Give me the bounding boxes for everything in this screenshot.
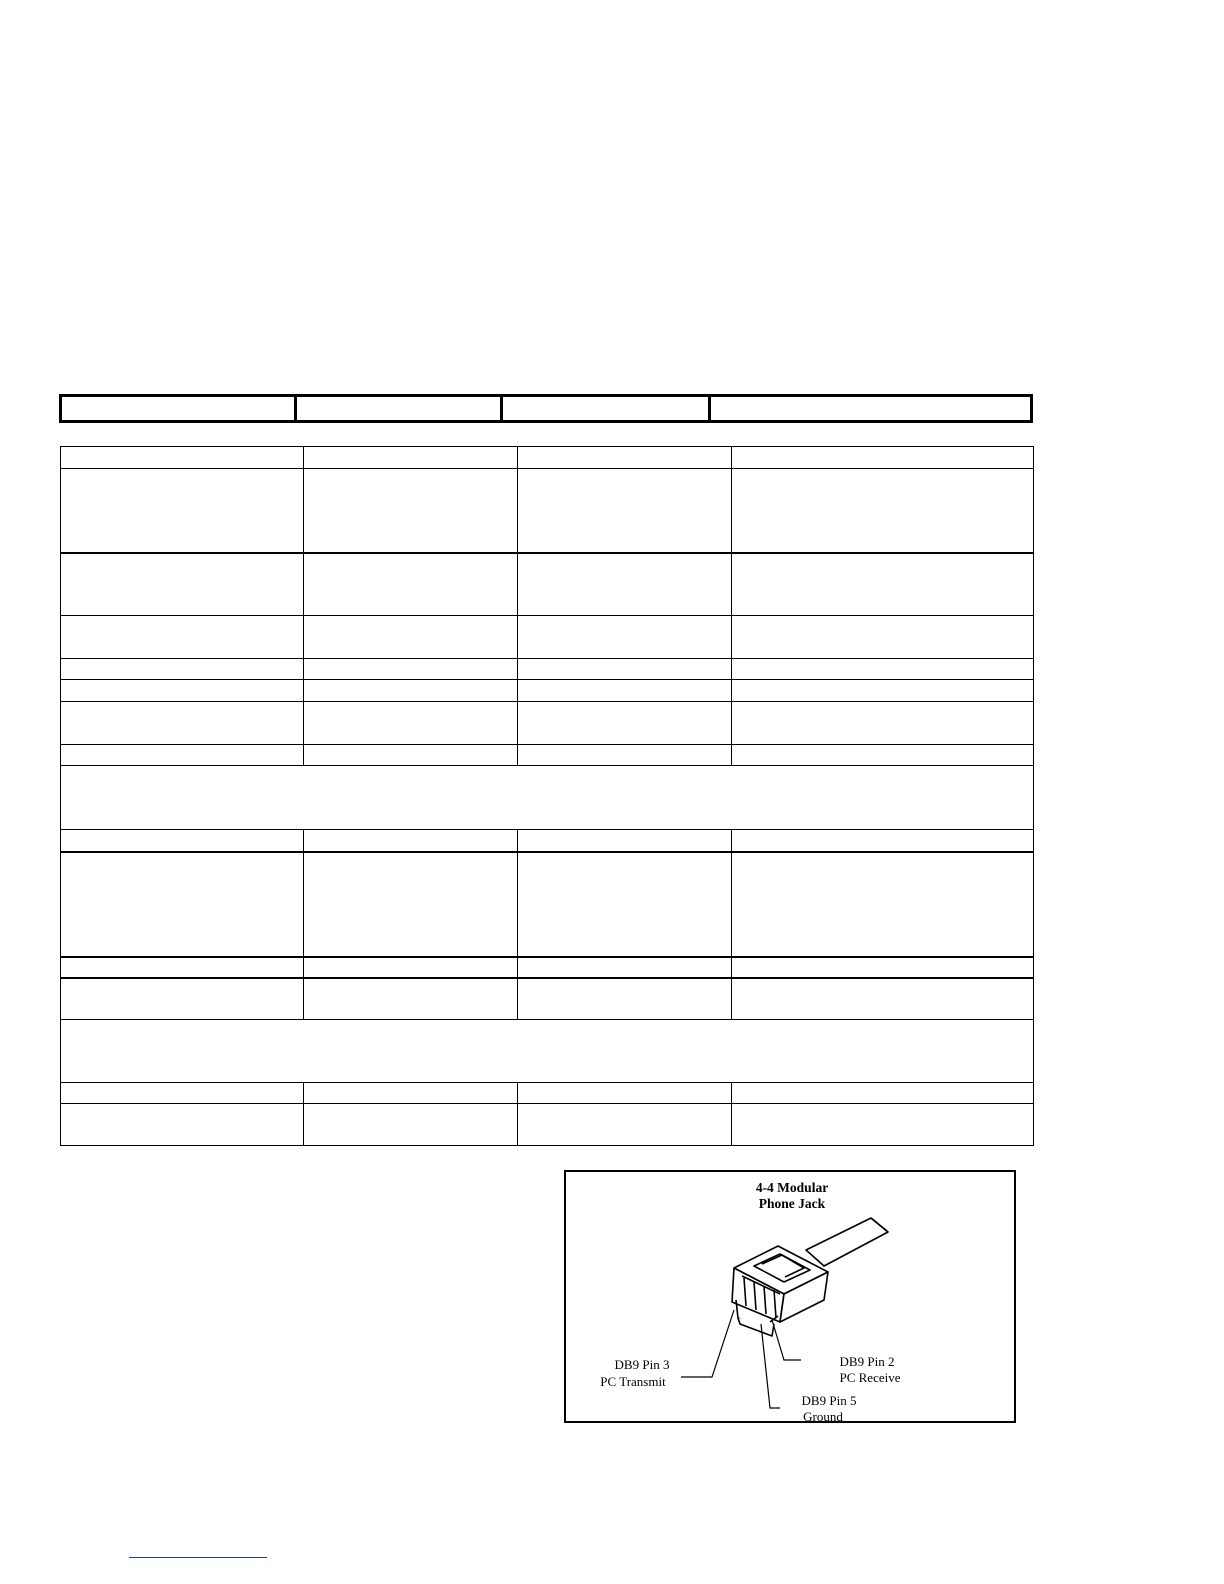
figure-title-line1: 4-4 Modular bbox=[755, 1180, 829, 1195]
table-row bbox=[61, 680, 1034, 702]
table-cell bbox=[518, 1104, 732, 1146]
table-cell bbox=[61, 852, 304, 957]
table-row bbox=[61, 1083, 1034, 1104]
table-cell bbox=[732, 616, 1034, 659]
modular-plug-drawing bbox=[732, 1246, 828, 1336]
table-cell bbox=[304, 1083, 518, 1104]
spec-table bbox=[60, 446, 1034, 1146]
callout-pin3-line1: DB9 Pin 3 bbox=[614, 1357, 670, 1372]
table-cell bbox=[61, 957, 304, 978]
table-cell bbox=[304, 702, 518, 745]
table-cell bbox=[304, 830, 518, 852]
callout-pin3-line2: PC Transmit bbox=[600, 1374, 666, 1389]
callout-pin2-line2: PC Receive bbox=[839, 1370, 901, 1385]
table-row bbox=[61, 830, 1034, 852]
table-cell bbox=[304, 978, 518, 1020]
table-row bbox=[61, 659, 1034, 680]
table-cell bbox=[732, 447, 1034, 469]
table-cell bbox=[304, 616, 518, 659]
table-cell bbox=[518, 978, 732, 1020]
table-cell-merged bbox=[61, 766, 1034, 830]
table-row-merged bbox=[61, 766, 1034, 830]
table-cell bbox=[304, 680, 518, 702]
table-cell bbox=[732, 680, 1034, 702]
header-cell bbox=[297, 397, 503, 420]
table-cell bbox=[518, 1083, 732, 1104]
table-row bbox=[61, 957, 1034, 978]
header-table bbox=[59, 394, 1033, 423]
table-row bbox=[61, 616, 1034, 659]
table-cell bbox=[61, 978, 304, 1020]
phone-jack-illustration bbox=[566, 1172, 1014, 1421]
table-cell bbox=[61, 659, 304, 680]
table-cell bbox=[732, 1083, 1034, 1104]
header-cell bbox=[503, 397, 711, 420]
phone-jack-figure bbox=[564, 1170, 1016, 1423]
callout-pin5-line1: DB9 Pin 5 bbox=[801, 1393, 857, 1408]
table-cell bbox=[518, 830, 732, 852]
table-cell bbox=[304, 957, 518, 978]
table-cell bbox=[304, 469, 518, 553]
table-cell bbox=[61, 447, 304, 469]
table-cell bbox=[518, 469, 732, 553]
table-cell bbox=[304, 447, 518, 469]
table-cell bbox=[304, 1104, 518, 1146]
table-cell bbox=[61, 553, 304, 616]
table-cell bbox=[518, 745, 732, 766]
table-cell-merged bbox=[61, 1020, 1034, 1083]
table-cell bbox=[518, 852, 732, 957]
table-cell bbox=[518, 553, 732, 616]
table-row-merged bbox=[61, 1020, 1034, 1083]
table-cell bbox=[304, 553, 518, 616]
table-cell bbox=[304, 852, 518, 957]
table-cell bbox=[61, 616, 304, 659]
table-cell bbox=[732, 852, 1034, 957]
table-cell bbox=[61, 702, 304, 745]
table-cell bbox=[732, 957, 1034, 978]
table-cell bbox=[61, 745, 304, 766]
table-cell bbox=[518, 659, 732, 680]
table-row bbox=[61, 978, 1034, 1020]
table-cell bbox=[61, 830, 304, 852]
table-row bbox=[61, 852, 1034, 957]
table-row bbox=[61, 469, 1034, 553]
table-cell bbox=[732, 745, 1034, 766]
table-cell bbox=[732, 1104, 1034, 1146]
header-cell bbox=[62, 397, 297, 420]
table-cell bbox=[61, 469, 304, 553]
table-cell bbox=[518, 702, 732, 745]
table-cell bbox=[304, 659, 518, 680]
table-cell bbox=[732, 469, 1034, 553]
callout-pin5-line2: Ground bbox=[803, 1409, 843, 1421]
table-cell bbox=[518, 957, 732, 978]
table-cell bbox=[518, 680, 732, 702]
table-cell bbox=[518, 616, 732, 659]
table-row bbox=[61, 1104, 1034, 1146]
table-row bbox=[61, 553, 1034, 616]
table-cell bbox=[732, 702, 1034, 745]
table-cell bbox=[304, 745, 518, 766]
footnote-rule bbox=[129, 1557, 267, 1558]
table-cell bbox=[518, 447, 732, 469]
table-row bbox=[61, 745, 1034, 766]
header-cell bbox=[711, 397, 1030, 420]
table-cell bbox=[61, 1104, 304, 1146]
figure-title-line2: Phone Jack bbox=[758, 1196, 826, 1211]
table-cell bbox=[61, 680, 304, 702]
table-row bbox=[61, 702, 1034, 745]
callout-pin2-line1: DB9 Pin 2 bbox=[839, 1354, 895, 1369]
table-cell bbox=[732, 553, 1034, 616]
table-cell bbox=[732, 659, 1034, 680]
table-cell bbox=[732, 830, 1034, 852]
table-cell bbox=[61, 1083, 304, 1104]
table-cell bbox=[732, 978, 1034, 1020]
table-row bbox=[61, 447, 1034, 469]
cable-drawing bbox=[806, 1218, 888, 1266]
